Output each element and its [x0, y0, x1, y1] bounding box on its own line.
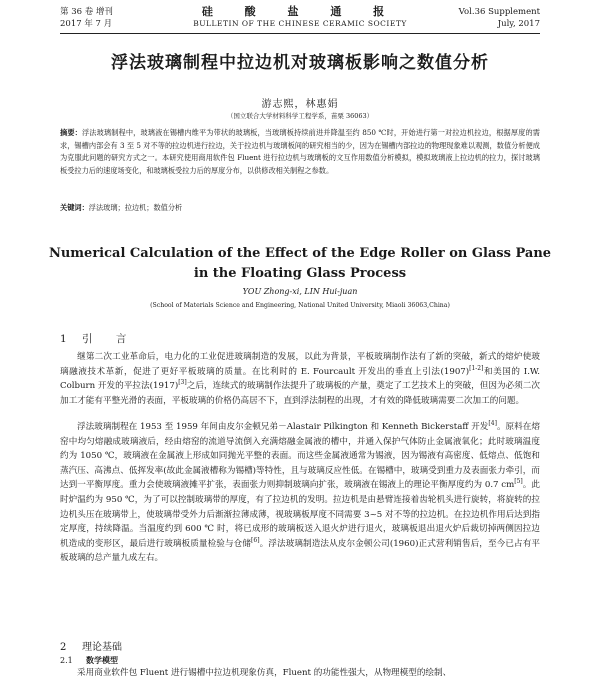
p2-text-d: 。浮法玻璃制造法从皮尔金顿公司(1960)正式营利销售后，至今已占有平板玻璃的总产量九成左右。 — [60, 538, 540, 564]
paragraph-3 — [60, 666, 540, 680]
citation: [6] — [251, 536, 260, 544]
section-title: 理论基础 — [82, 642, 122, 653]
section-number: 2 — [60, 642, 67, 653]
paper-title-cn: 浮法玻璃制程中拉边机对玻璃板影响之数值分析 — [111, 53, 489, 73]
date-info-en: July, 2017 — [497, 19, 540, 29]
subsection-heading-math-model — [60, 655, 118, 666]
journal-name-en: BULLETIN OF THE CHINESE CERAMIC SOCIETY — [193, 19, 407, 28]
abstract-cn — [60, 127, 540, 177]
affiliation-cn: （国立联合大学材料科学工程学系，苗栗 36063） — [226, 112, 374, 120]
section-heading-theory — [60, 638, 122, 653]
volume-info: 第 36 卷 增刊 — [60, 7, 113, 17]
volume-info-en: Vol.36 Supplement — [458, 7, 540, 17]
paragraph-2 — [60, 420, 540, 566]
citation: [5] — [514, 478, 523, 486]
subsection-title: 数学模型 — [86, 655, 118, 665]
p1-text-a: 继第二次工业革命后，电力化的工业促进玻璃制造的发展，以此为背景，平板玻璃制作法有了新的突破，新式的熔炉使玻璃融液技术革新，促进了更好平板玻璃的质量。在比利时的 E. Fourcault 开发出的垂直上引法(1907) — [60, 352, 540, 377]
keywords-text: 浮法玻璃；拉边机；数值分析 — [88, 203, 183, 212]
authors-cn: 游志熙，林惠娟 — [261, 99, 339, 110]
p2-text-b: 。原料在熔窑中均匀熔融成玻璃液后，经由熔窑的流道导流倒入充满熔融金属液的槽中，并通入保护气体防止金属液氧化；此时玻璃温度约为 1050 ℃，玻璃液在金属液上形成如同抛光平整的表面。而这些金属液通常为锡液，因为锡液有高密度、低熔点、低饱和蒸汽压、高沸点、低挥发率(故此金属液槽称为锡槽)等特性，且与玻璃反应性低。在锡槽中，玻璃受到重力及表面张力牵引，而达到一平衡厚度。重力会使玻璃液摊平扩张，表面张力则抑制玻璃向扩张，玻璃液在锡液上的理论平衡厚度约为 0.7 cm — [60, 422, 540, 491]
section-number: 1 — [60, 333, 67, 345]
citation: [1-2] — [469, 364, 484, 372]
journal-name-cn: 硅 酸 盐 通 报 — [201, 5, 399, 18]
citation: [4] — [488, 420, 497, 428]
header-right — [459, 6, 540, 30]
paragraph-1 — [60, 350, 540, 408]
affiliation-en: (School of Materials Science and Engineering, National United University, Miaoli 36063,China) — [150, 302, 450, 309]
p1-text-c: 之后，连续式的玻璃制作法提升了玻璃板的产量，奠定了工艺技术上的突破，但因为必须二次加工才能有平整光滑的表面，平板玻璃的价格仍高居不下，直到浮法制程的出现，才有效的降低玻璃需要二次加工的问题。 — [60, 381, 540, 406]
p3-text: 采用商业软件包 Fluent 进行锡槽中拉边机现象仿真，Fluent 的功能性强大，从物理模型的绘制、 — [77, 668, 452, 678]
citation: [3] — [178, 379, 187, 387]
section-title: 引 言 — [82, 333, 137, 345]
header-divider — [60, 33, 540, 34]
paper-title-en — [0, 244, 600, 284]
abstract-text: 浮法玻璃制程中，玻璃液在锡槽内维平为带状的玻璃板，当玻璃板持续前进并降温至约 850 ℃时，开始进行第一对拉边机拉边，根据厚度的需求，锡槽内部会有 3 至 5 对不等的拉边机进行拉边，关于拉边机与玻璃板间的研究相当的少，因为在锡槽内部拉边的物理现象难以观测，数值分析便成为克服此问题的研究方式之一。本研究使用商用软件包 Fluent 进行拉边机与玻璃板的文互作用数值分析模拟，模拟玻璃液上拉边机的拉力，探讨玻璃板受拉力后的速度场变化，和玻璃板受拉力后的厚度分布，以供修改相关制程之参数。 — [60, 128, 540, 175]
keywords-cn — [60, 203, 540, 213]
running-header — [60, 6, 540, 32]
p1-text-b: 和美国的 I.W. Colburn 开发的平拉法(1917) — [60, 366, 540, 392]
date-info: 2017 年 7 月 — [60, 19, 113, 29]
p2-text-c: 。此时炉温约为 950 ℃，为了可以控制玻璃带的厚度，有了拉边机的发明。拉边机是由悬臂连接着齿轮机头进行旋转，将旋转的拉边机头压在玻璃带上，使玻璃带受外力后渐渐拉薄成薄，视玻璃板厚度不同需要 3~5 对不等的拉边机。在拉边机作用后达到指定厚度，持续降温。当温度约到 600 ℃ 时，将已成形的玻璃板送入退火炉进行退火，玻璃板退出退火炉后裁切掉两侧因拉边机造成的变形区，最后进行玻璃板质量检验与仓储 — [60, 480, 540, 549]
title-en-line2: in the Floating Glass Process — [193, 266, 407, 281]
abstract-label: 摘要： — [60, 128, 82, 137]
p2-text-a: 浮法玻璃制程在 1953 至 1959 年间由皮尔金顿兄弟－Alastair Pilkington 和 Kenneth Bickerstaff 开发 — [77, 422, 489, 432]
title-en-line1: Numerical Calculation of the Effect of the Edge Roller on Glass Pane — [48, 246, 552, 261]
section-heading-introduction — [60, 331, 136, 346]
authors-en: YOU Zhong-xi, LIN Hui-juan — [242, 287, 358, 296]
keywords-label: 关键词： — [60, 203, 89, 212]
subsection-number: 2.1 — [60, 656, 73, 665]
